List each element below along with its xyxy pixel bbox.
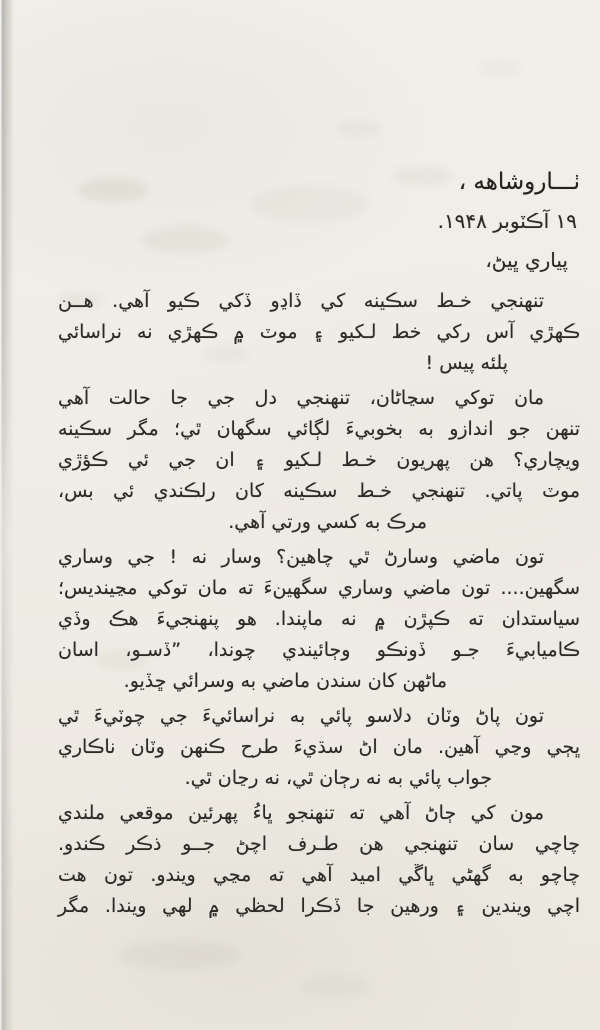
text-line: موٽ پاتي. تنهنجي خـط سڪينه کان رلڪندي ئي بس، [58, 480, 580, 502]
text-line: تون ماضي وسارڻ ٿي چاهين؟ وسار نه ! جي وساري [58, 546, 544, 568]
text-line: ويچاري؟ هن پهريون خـط لـکيو ۽ ان جي ئي ڪؤڙي [58, 449, 580, 471]
text-line: مون کي ڄاڻ آهي ته تنهنجو ڀاءُ پهرئين موقعي ملندي [58, 802, 544, 824]
text-line: چاچي سان تنهنجي هن طـرف اچڻ جــو ذڪر ڪندو. [58, 833, 580, 855]
scan-smudge [336, 120, 382, 138]
text-line: ڪهڙي آس رکي خط لـکيو ۽ موٽ ۾ ڪهڙي نه نراسائي [58, 321, 580, 343]
scan-smudge [480, 60, 520, 76]
text-line: چاچو به گهڻي ڀاڱي اميد آهي ته مڃي ويندو. تون هت [58, 864, 580, 886]
text-line: سياستدان ته ڪپڙن ۾ نه ماپندا. هو پنهنجيءَ هڪ وڏي [58, 608, 580, 630]
text-line: تنهن جو اندازو به بخوبيءَ لڳائي سگهان ٿي؛ مگر سڪينه [58, 418, 580, 440]
text-line: مان توکي سڃاڻان، تنهنجي دل جي جا حالت آهي [58, 387, 544, 409]
paragraph-2 [58, 383, 580, 538]
text-line: اچي ويندين ۽ ورهين جا ڏڪرا لحظي ۾ لهي ويندا. مگر [58, 895, 580, 917]
letter-body [58, 166, 580, 922]
scan-left-edge-shadow [0, 0, 14, 1030]
text-line: سگهين.... تون ماضي وساري سگهينءَ ته مان توکي مڃينديس؛ [58, 577, 580, 599]
letter-date: ۱۹ آڪٽوبر ۱۹۴۸. [437, 209, 577, 233]
text-line: ڀڄي وڃي آهين. مان اڻ سڌيءَ طرح ڪنهن وٽان ناڪاري [58, 736, 580, 758]
text-line: ماڻهن کان سندن ماضي به وسرائي ڇڏيو. [123, 670, 447, 692]
paragraph-4 [58, 701, 580, 794]
scan-smudge [300, 975, 370, 997]
text-line: ڪاميابيءَ جـو ڏونڪو وڄائيندي چوندا، ”ڏسـو، اسان [58, 639, 580, 661]
letter-place: ٺـــاروشاهه ، [458, 169, 580, 195]
text-line: مرڪ به کسي ورتي آهي. [228, 511, 427, 533]
text-line: پلئه پيس ! [425, 352, 508, 374]
letter-salutation: پياري ڀيڻ، [485, 248, 568, 272]
scan-smudge [120, 940, 240, 970]
paragraph-5 [58, 798, 580, 922]
text-line: تنهنجي خـط سڪينه کي ڏاڍو ڏکي ڪيو آهي. هــن [58, 290, 544, 312]
text-line: تون پاڻ وٽان دلاسو پائي به نراسائيءَ جي چوٽيءَ ٿي [58, 705, 544, 727]
paragraph-3 [58, 542, 580, 697]
text-line: جواب پائي به نه رڄان ٿي، نه رڃان ٿي. [184, 767, 492, 789]
paragraph-1 [58, 286, 580, 379]
